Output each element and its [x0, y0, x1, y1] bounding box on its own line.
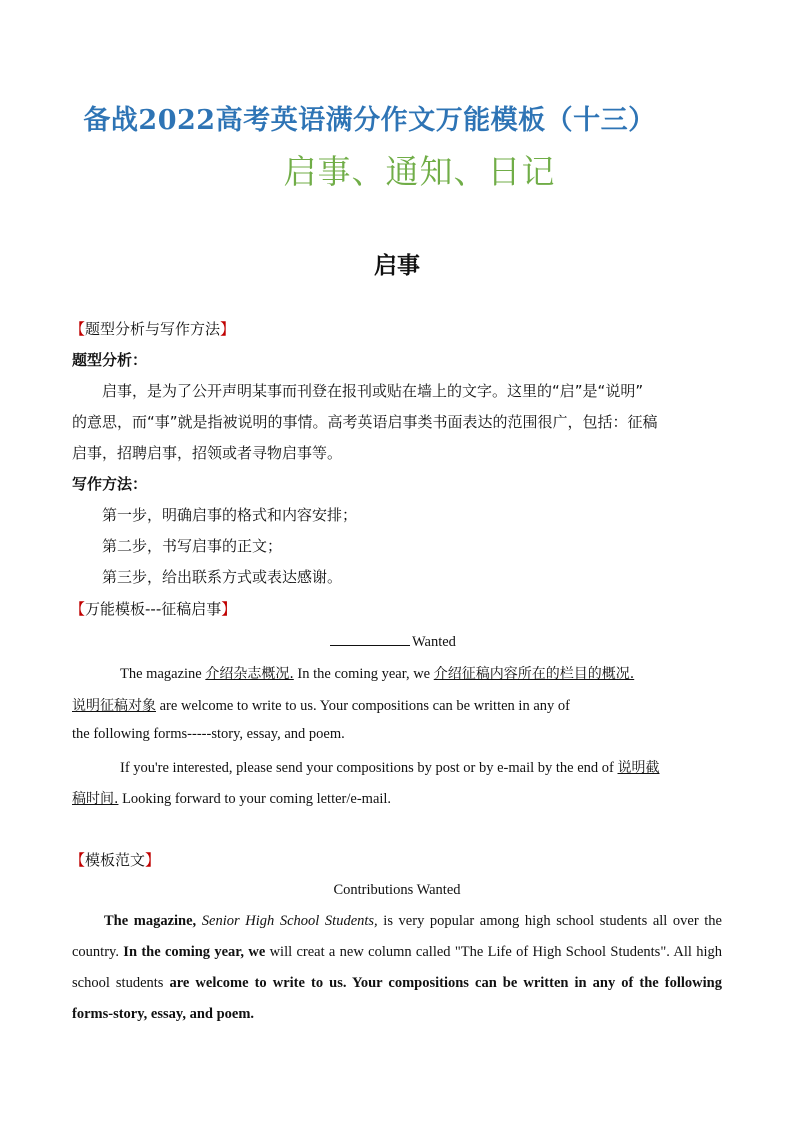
tag-bracket-close: 】 — [145, 851, 161, 869]
sample-title: Contributions Wanted — [333, 882, 461, 898]
text-run: In the coming year, we — [123, 944, 266, 960]
type-analysis-label: 题型分析： — [72, 351, 148, 369]
tag-bracket-open: 【 — [70, 851, 86, 869]
page-title: 备战2022高考英语满分作文万能模板（十三） — [83, 105, 656, 136]
step-2: 第二步，书写启事的正文； — [102, 537, 283, 555]
analysis-line-1: 启事，是为了公开声明某事而刊登在报刊或贴在墙上的文字。这里的“启”是“说明” — [102, 382, 644, 400]
step-3: 第三步，给出联系方式或表达感谢。 — [102, 568, 343, 586]
template-line-2 — [72, 695, 570, 715]
text-run: Looking forward to your coming letter/e-mail. — [118, 791, 392, 807]
title-suffix: Wanted — [412, 634, 456, 650]
magazine-name: Senior High School Students, — [201, 913, 378, 929]
template-tag — [70, 598, 236, 619]
analysis-line-3: 启事，招聘启事，招领或者寻物启事等。 — [72, 444, 343, 462]
tag-bracket-open: 【 — [70, 600, 86, 618]
text-run: are welcome to write to us. Your compositions can be written in any of — [156, 698, 570, 714]
page-subtitle: 启事、通知、日记 — [283, 152, 556, 191]
tag-bracket-close: 】 — [221, 600, 237, 618]
tag-text: 题型分析与写作方法 — [85, 320, 221, 338]
placeholder-target: 说明征稿对象 — [72, 698, 156, 714]
tag-text: 模板范文 — [85, 851, 146, 869]
text-run: In the coming year, we — [293, 666, 434, 682]
tag-text: 万能模板---征稿启事 — [85, 600, 222, 618]
placeholder-magazine-intro: 介绍杂志概况. — [205, 666, 294, 682]
text-run: is very popular among high school students all over the country. — [72, 913, 722, 960]
template-line-4 — [120, 757, 660, 777]
text-run: are welcome to write to us. Your compositions can be written in any of the following forms-story, essay, and poem. — [72, 975, 722, 1022]
tag-bracket-close: 】 — [220, 320, 236, 338]
template-line-3: the following forms-----story, essay, and poem. — [72, 726, 345, 742]
analysis-tag — [70, 318, 235, 339]
placeholder-column-intro: 介绍征稿内容所在的栏目的概况. — [433, 666, 635, 682]
sample-paragraph — [72, 906, 722, 1030]
analysis-line-2: 的意思，而“事”就是指被说明的事情。高考英语启事类书面表达的范围很广，包括：征稿 — [72, 413, 658, 431]
template-line-5 — [72, 788, 391, 808]
text-run: The magazine, — [104, 913, 197, 929]
template-line-1 — [120, 663, 634, 683]
writing-method-label: 写作方法： — [72, 475, 148, 493]
sample-tag — [70, 849, 160, 870]
template-title — [330, 632, 456, 651]
placeholder-deadline: 说明截 — [617, 760, 660, 776]
text-run: If you're interested, please send your compositions by post or by e-mail by the end of — [120, 760, 618, 776]
step-1: 第一步，明确启事的格式和内容安排； — [102, 506, 358, 524]
title-blank — [330, 632, 410, 646]
text-run: The magazine — [120, 666, 206, 682]
section-heading: 启事 — [374, 252, 420, 279]
text-run: will creat a new column called "The Life of High School Students". All high school students — [72, 944, 722, 991]
tag-bracket-open: 【 — [70, 320, 86, 338]
placeholder-deadline-cont: 稿时间. — [72, 791, 119, 807]
